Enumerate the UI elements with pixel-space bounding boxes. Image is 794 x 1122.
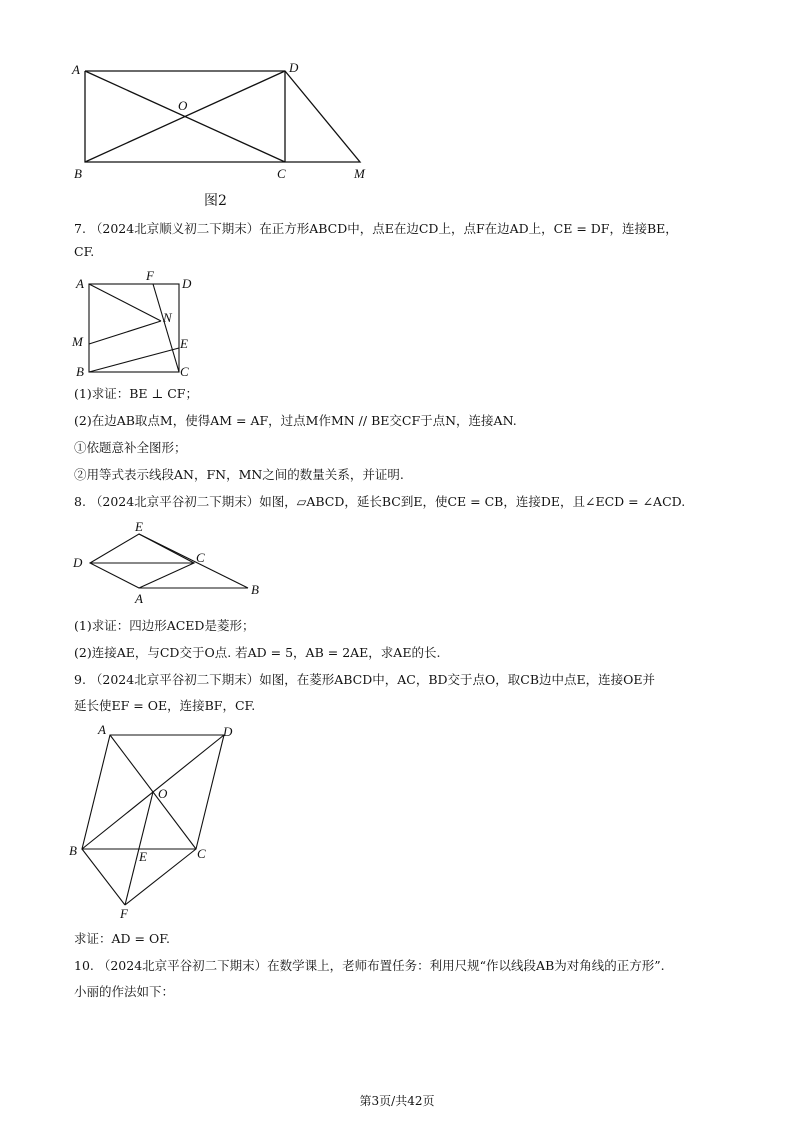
q9-stem-line2: 延长使EF = OE，连接BF，CF. [74,698,256,713]
q8-label-E: E [135,519,143,534]
figure-2-caption: 图2 [204,193,227,209]
q7-label-A: A [76,276,84,291]
q7-sub2: ②用等式表示线段AN，FN，MN之间的数量关系，并证明. [74,467,404,482]
q7-sub1: ①依题意补全图形； [74,440,187,455]
q8-part1: (1)求证：四边形ACED是菱形； [74,618,255,633]
q8-part2: (2)连接AE，与CD交于O点. 若AD = 5，AB = 2AE，求AE的长. [74,645,441,660]
q9-label-D: D [223,724,233,739]
q7-label-N: N [163,310,172,325]
figure-2 [70,58,380,188]
q9-label-A: A [98,722,106,737]
q9-figure [66,722,246,922]
q7-label-M: M [72,334,83,349]
q9-stem-line1: 9. （2024北京平谷初二下期末）如图，在菱形ABCD中，AC，BD交于点O，取CB边中点E，连接OE并 [74,672,656,687]
q9-label-F: F [120,906,128,921]
q7-label-B: B [76,364,84,378]
page-footer: 第3页/共42页 [359,1094,435,1108]
label-M: M [354,166,365,181]
q9-label-C: C [197,846,206,861]
q7-stem-line1: 7. （2024北京顺义初二下期末）在正方形ABCD中，点E在边CD上，点F在边AD上，CE = DF，连接BE， [74,221,678,236]
q7-label-F: F [146,268,154,283]
q8-figure [70,518,270,608]
q9-label-O: O [158,786,168,801]
q7-part2: (2)在边AB取点M，使得AM = AF，过点M作MN // BE交CF于点N，连接AN. [74,413,517,428]
q7-stem-line2: CF. [74,244,95,259]
q10-stem-line1: 10. （2024北京平谷初二下期末）在数学课上，老师布置任务：利用尺规“作以线段AB为对角线的正方形”. [74,958,665,973]
label-C: C [277,166,286,181]
q8-label-B: B [251,582,259,597]
q7-figure [70,268,200,378]
q8-label-D: D [73,555,83,570]
q8-label-A: A [135,591,143,606]
q8-label-C: C [196,550,205,565]
q7-label-D: D [182,276,192,291]
label-O: O [178,98,188,113]
q9-proof: 求证：AD = OF. [74,931,170,946]
q7-label-E: E [180,336,188,351]
label-B: B [74,166,82,181]
q7-part1: (1)求证：BE ⊥ CF； [74,386,198,401]
q9-label-E: E [139,849,147,864]
q10-stem-line2: 小丽的作法如下： [74,984,175,999]
q9-label-B: B [69,843,77,858]
q8-stem: 8. （2024北京平谷初二下期末）如图，▱ABCD，延长BC到E，使CE = CB，连接DE，且∠ECD = ∠ACD. [74,494,686,509]
label-A: A [72,62,80,77]
q7-label-C: C [180,364,189,378]
label-D: D [289,60,299,75]
